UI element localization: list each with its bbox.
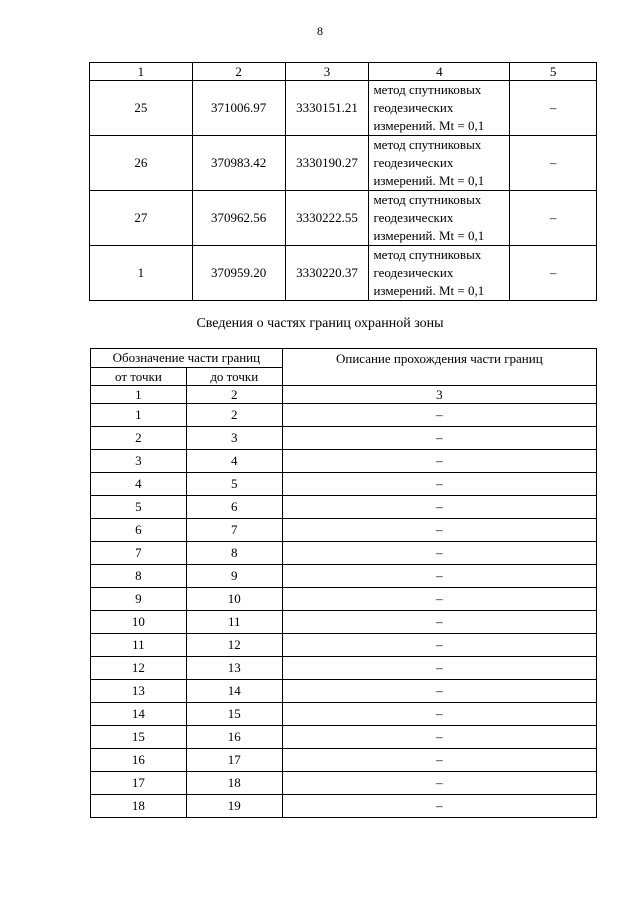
page-number: 8 [317,24,323,38]
coordinate-y: 3330220.37 [285,246,369,301]
coordinate-x: 370983.42 [192,136,285,191]
column-numbers-row [91,386,597,404]
column-number: 1 [90,63,193,81]
from-point: 17 [91,772,187,795]
from-point: 6 [91,519,187,542]
description: – [282,657,596,680]
to-point: 19 [186,795,282,818]
method-description [369,246,510,301]
coordinate-y: 3330222.55 [285,191,369,246]
from-point: 5 [91,496,187,519]
column-number: 3 [282,386,596,404]
coordinate-x: 370959.20 [192,246,285,301]
table-row [90,246,597,301]
method-line: геодезических [373,155,454,170]
table-row [91,680,597,703]
table-header-row [91,349,597,368]
to-point: 5 [186,473,282,496]
table-row [91,634,597,657]
from-point: 14 [91,703,187,726]
to-point: 3 [186,427,282,450]
point-number: 25 [90,81,193,136]
description: – [282,588,596,611]
from-point: 7 [91,542,187,565]
table-row [91,588,597,611]
method-line: геодезических [373,210,454,225]
column-number: 2 [186,386,282,404]
table-row [90,136,597,191]
description: – [282,450,596,473]
from-point: 11 [91,634,187,657]
description: – [282,634,596,657]
table-row [91,519,597,542]
point-number: 26 [90,136,193,191]
method-description [369,191,510,246]
table-row [91,427,597,450]
to-point: 14 [186,680,282,703]
from-point: 3 [91,450,187,473]
section-title: Сведения о частях границ охранной зоны [196,316,444,331]
method-line: метод спутниковых [373,192,482,207]
method-line: измерений. Mt = 0,1 [373,118,485,133]
method-line: метод спутниковых [373,82,482,97]
to-point: 9 [186,565,282,588]
table-row [91,473,597,496]
description: – [282,427,596,450]
point-number: 27 [90,191,193,246]
to-point-header: до точки [186,368,282,386]
description: – [282,473,596,496]
method-line: метод спутниковых [373,247,482,262]
method-line: измерений. Mt = 0,1 [373,283,485,298]
description: – [282,703,596,726]
from-point: 18 [91,795,187,818]
table-row [91,749,597,772]
from-point: 4 [91,473,187,496]
description: – [282,404,596,427]
note: – [510,81,597,136]
column-number: 3 [285,63,369,81]
to-point: 18 [186,772,282,795]
description: – [282,542,596,565]
coordinate-y: 3330151.21 [285,81,369,136]
table-row [91,542,597,565]
from-point: 13 [91,680,187,703]
column-number: 4 [369,63,510,81]
from-point: 12 [91,657,187,680]
from-point-header: от точки [91,368,187,386]
table-row [90,81,597,136]
description-header: Описание прохождения части границ [282,349,596,386]
description: – [282,749,596,772]
coordinate-x: 370962.56 [192,191,285,246]
description: – [282,772,596,795]
description: – [282,496,596,519]
to-point: 6 [186,496,282,519]
from-point: 1 [91,404,187,427]
to-point: 13 [186,657,282,680]
to-point: 10 [186,588,282,611]
table-row [90,191,597,246]
table-row [91,795,597,818]
to-point: 2 [186,404,282,427]
column-number: 2 [192,63,285,81]
table-row [91,450,597,473]
description: – [282,611,596,634]
method-line: геодезических [373,265,454,280]
note: – [510,136,597,191]
description: – [282,726,596,749]
from-point: 15 [91,726,187,749]
note: – [510,191,597,246]
table-row [91,703,597,726]
description: – [282,795,596,818]
table-row [91,611,597,634]
coordinate-y: 3330190.27 [285,136,369,191]
from-point: 16 [91,749,187,772]
to-point: 8 [186,542,282,565]
from-point: 2 [91,427,187,450]
boundary-parts-table [90,348,597,818]
table-row [91,657,597,680]
to-point: 17 [186,749,282,772]
from-point: 8 [91,565,187,588]
to-point: 15 [186,703,282,726]
method-description [369,136,510,191]
coordinates-table [89,62,597,301]
to-point: 12 [186,634,282,657]
from-point: 10 [91,611,187,634]
column-number: 5 [510,63,597,81]
description: – [282,565,596,588]
table-header-row [90,63,597,81]
table-row [91,565,597,588]
method-line: геодезических [373,100,454,115]
table-row [91,772,597,795]
to-point: 16 [186,726,282,749]
table-row [91,496,597,519]
table-row [91,404,597,427]
method-description [369,81,510,136]
method-line: метод спутниковых [373,137,482,152]
coordinate-x: 371006.97 [192,81,285,136]
note: – [510,246,597,301]
point-number: 1 [90,246,193,301]
to-point: 4 [186,450,282,473]
table-row [91,726,597,749]
method-line: измерений. Mt = 0,1 [373,173,485,188]
to-point: 11 [186,611,282,634]
column-number: 1 [91,386,187,404]
description: – [282,519,596,542]
to-point: 7 [186,519,282,542]
group-header: Обозначение части границ [91,349,283,368]
description: – [282,680,596,703]
method-line: измерений. Mt = 0,1 [373,228,485,243]
from-point: 9 [91,588,187,611]
